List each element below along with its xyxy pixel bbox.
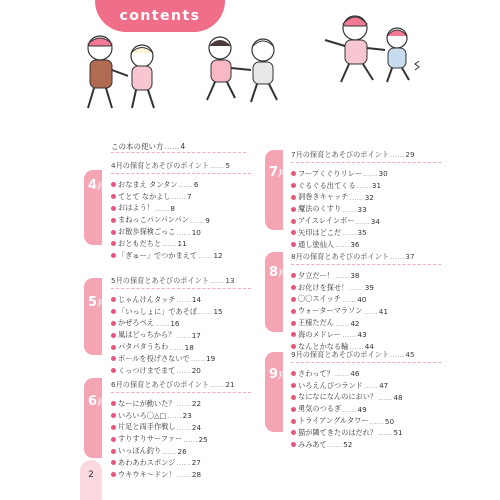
toc-entry[interactable]: かぜろペえ …… 16 [111, 318, 251, 330]
section-title[interactable]: 9月の保育とあそびのポイント……45 [291, 350, 415, 359]
section-divider [291, 162, 441, 165]
toc-entry-page: 23 [182, 411, 192, 421]
toc-entry[interactable]: てとて なかよし …… 7 [111, 191, 251, 203]
toc-entry-label: おなまえ タンタン [118, 179, 178, 189]
toc-entry-label: かぜろペえ [118, 318, 154, 328]
bullet-icon [111, 321, 116, 326]
toc-entry-label: 〇〇スイッチ [298, 294, 341, 304]
toc-entry[interactable]: パタパタうちわ …… 18 [111, 341, 251, 353]
bullet-icon [111, 401, 116, 406]
toc-entry-label: すりすりサーファー [118, 434, 183, 444]
bullet-icon [111, 241, 116, 246]
toc-entry[interactable]: 洞巻きキャッチ …… 32 [291, 192, 441, 204]
toc-entry[interactable]: 片足と両手作戦し …… 24 [111, 422, 251, 434]
children-illustration-left [70, 30, 180, 115]
toc-entry-label: 猫が隣てきたのはだれ？ [298, 427, 378, 437]
month-tab-5 [84, 278, 102, 355]
toc-entry-page: 8 [170, 203, 175, 213]
toc-entry-page: 39 [364, 283, 374, 293]
toc-entry-page: 12 [213, 251, 223, 261]
month-tab-9 [265, 352, 283, 432]
toc-entry-page: 51 [393, 428, 403, 438]
toc-entry-page: 19 [206, 354, 216, 364]
section-june [111, 380, 251, 481]
month-label-8: 8月 [269, 265, 287, 280]
toc-entry[interactable]: さわって？ …… 46 [291, 368, 441, 380]
toc-entry[interactable]: 海のメドレー …… 43 [291, 329, 441, 341]
month-label-6: 6月 [88, 394, 106, 409]
toc-entry-label: いろいろ〇△□ [118, 410, 167, 420]
toc-entry[interactable]: 勇気のつるぎ …… 49 [291, 403, 441, 415]
bullet-icon [111, 333, 116, 338]
toc-entry-page: 26 [177, 446, 187, 456]
toc-entry-page: 34 [370, 216, 380, 226]
month-tab-8 [265, 252, 283, 332]
toc-entry-page: 27 [191, 458, 201, 468]
toc-entry[interactable]: 夕立だー！ …… 38 [291, 270, 441, 282]
bullet-icon [111, 368, 116, 373]
toc-entry[interactable]: あわあわスポンジ …… 27 [111, 457, 251, 469]
toc-entry-page: 49 [357, 404, 367, 414]
section-title-label: 5月の保育とあそびのポイント [111, 276, 210, 285]
intro-divider [111, 152, 246, 153]
bullet-icon [291, 183, 296, 188]
section-title-page: 13 [225, 276, 235, 285]
toc-entry-label: 風はどっちから？ [118, 330, 176, 340]
bullet-icon [111, 425, 116, 430]
toc-entry[interactable]: いっぽん釣り …… 26 [111, 445, 251, 457]
toc-entry[interactable]: おなまえ タンタン …… 6 [111, 179, 251, 191]
toc-entry-label: ウォーターマラソン [298, 306, 363, 316]
section-title-page: 37 [405, 252, 415, 261]
toc-entry[interactable]: なーにが動いた？ …… 22 [111, 398, 251, 410]
toc-entry-label: 「ぎゅー」でつかまえて [118, 250, 198, 260]
toc-entry-page: 14 [191, 295, 202, 305]
bullet-icon [291, 395, 296, 400]
section-april [111, 161, 251, 262]
toc-entry-label: 海のメドレー [298, 329, 342, 339]
toc-entry-label: フープくぐりリレー [298, 168, 363, 178]
toc-entry-page: 9 [205, 215, 210, 225]
bullet-icon [291, 383, 296, 388]
bullet-icon [291, 207, 296, 212]
toc-entry-label: 通し塗仙人 [298, 239, 334, 249]
toc-entry-label: ぐるぐる出てくる [298, 180, 356, 190]
bullet-icon [111, 309, 116, 314]
toc-entry-label: いっぽん釣り [118, 446, 162, 456]
toc-entry-page: 11 [177, 239, 187, 249]
children-illustration-right [315, 10, 430, 85]
bullet-icon [291, 297, 296, 302]
toc-entry-label: アイスレインボー [298, 216, 355, 226]
toc-entry[interactable]: ボールを投げさないで …… 19 [111, 353, 251, 365]
section-divider [291, 362, 441, 365]
toc-entry-label: 洞巻きキャッチ [298, 192, 349, 202]
bullet-icon [291, 171, 296, 176]
toc-entry-page: 20 [191, 366, 201, 376]
section-divider [291, 264, 441, 267]
section-title-label: 6月の保育とあそびのポイント [111, 380, 210, 389]
toc-entry[interactable]: フープくぐりリレー …… 30 [291, 168, 441, 180]
toc-entry-label: 矢印はどこだ [298, 227, 342, 237]
section-title[interactable]: 4月の保育とあそびのポイント……5 [111, 161, 230, 170]
section-title-page: 29 [405, 150, 415, 159]
section-july [291, 150, 441, 251]
toc-entry-page: 18 [184, 342, 194, 352]
section-title-label: 8月の保育とあそびのポイント [291, 252, 390, 261]
toc-entry[interactable]: まねっこパンパンパン …… 9 [111, 214, 251, 226]
toc-entry[interactable]: おともだちと …… 11 [111, 238, 251, 250]
toc-entry-page: 25 [198, 434, 208, 444]
bullet-icon [291, 332, 296, 337]
toc-entry[interactable]: アイスレインボー …… 34 [291, 215, 441, 227]
toc-entry-page: 50 [384, 416, 395, 426]
toc-entry[interactable]: お散歩探検ごっこ …… 10 [111, 226, 251, 238]
toc-entry-label: トライアングルタワー [298, 416, 369, 426]
toc-entry-label: さわって？ [298, 368, 334, 378]
bullet-icon [111, 437, 116, 442]
toc-entry-page: 43 [357, 330, 367, 340]
toc-entry[interactable]: 「ぎゅー」でつかまえて …… 12 [111, 250, 251, 262]
toc-entry-label: なになになんのにおい？ [298, 392, 378, 402]
bullet-icon [111, 297, 116, 302]
toc-entry-label: おはよう！ [118, 203, 154, 213]
section-title[interactable]: 8月の保育とあそびのポイント……37 [291, 252, 415, 261]
page-number: 2 [80, 460, 102, 500]
toc-entry-page: 52 [343, 440, 353, 450]
toc-entry-label: ボールを投げさないで [118, 353, 190, 363]
bullet-icon [291, 219, 296, 224]
toc-entry-page: 6 [193, 180, 199, 190]
toc-entry-page: 40 [357, 294, 367, 304]
toc-entry-page: 24 [191, 422, 202, 432]
toc-entry[interactable]: くっつけまでまて …… 20 [111, 365, 251, 377]
section-title-label: 7月の保育とあそびのポイント [291, 150, 390, 159]
bullet-icon [291, 195, 296, 200]
toc-entry[interactable]: じゃんけんタッチ …… 14 [111, 294, 251, 306]
toc-entry[interactable]: 王様ただん …… 42 [291, 317, 441, 329]
contents-title: contents [119, 8, 201, 24]
children-illustration-center [195, 30, 295, 105]
toc-entry-label: おともだちと [118, 238, 162, 248]
section-title[interactable]: 6月の保育とあそびのポイント……21 [111, 380, 235, 389]
section-divider [111, 288, 251, 291]
intro-line[interactable]: この本の使い方……4 [111, 142, 186, 151]
toc-entry[interactable]: 「いっしょに」であそぼ …… 15 [111, 306, 251, 318]
bullet-icon [291, 419, 296, 424]
toc-entry-page: 10 [191, 227, 201, 237]
toc-entry[interactable]: お化けを探せ！ …… 39 [291, 282, 441, 294]
bullet-icon [111, 472, 116, 477]
toc-entry-page: 31 [371, 181, 382, 191]
toc-entry-page: 28 [191, 470, 202, 480]
toc-entry-label: ウキウキ～ドン！ [118, 469, 176, 479]
bullet-icon [291, 242, 296, 247]
toc-entry-label: みみあて [298, 439, 327, 449]
toc-entry-page: 46 [350, 369, 360, 379]
toc-entry[interactable]: 〇〇スイッチ …… 40 [291, 294, 441, 306]
month-label-7: 7月 [269, 165, 287, 180]
toc-entry-label: いろえんぴつランド [298, 380, 363, 390]
toc-entry[interactable]: ぐるぐる出てくる …… 31 [291, 180, 441, 192]
toc-entry[interactable]: ウォーターマラソン …… 41 [291, 305, 441, 317]
bullet-icon [111, 230, 116, 235]
toc-entry-label: てとて なかよし [118, 191, 171, 201]
toc-entry[interactable]: すりすりサーファー …… 25 [111, 433, 251, 445]
toc-entry[interactable]: 魔法のくすり …… 33 [291, 203, 441, 215]
section-title-label: 4月の保育とあそびのポイント [111, 161, 210, 170]
bullet-icon [111, 253, 116, 258]
section-title[interactable]: 7月の保育とあそびのポイント……29 [291, 150, 415, 159]
bullet-icon [291, 371, 296, 376]
section-august [291, 252, 441, 353]
toc-entry-page: 7 [186, 192, 192, 202]
toc-entry-page: 15 [213, 307, 223, 317]
toc-entry-page: 17 [191, 330, 201, 340]
toc-entry-label: パタパタうちわ [118, 342, 169, 352]
toc-entry[interactable]: ウキウキ～ドン！ …… 28 [111, 469, 251, 481]
toc-entry[interactable]: トライアングルタワー …… 50 [291, 415, 441, 427]
toc-entry-label: 勇気のつるぎ [298, 404, 342, 414]
bullet-icon [111, 206, 116, 211]
section-title-label: 9月の保育とあそびのポイント [291, 350, 390, 359]
toc-entry[interactable]: みみあて …… 52 [291, 439, 441, 451]
bullet-icon [111, 182, 116, 187]
section-may [111, 276, 251, 377]
toc-entry-label: くっつけまでまて [118, 365, 176, 375]
bullet-icon [111, 413, 116, 418]
bullet-icon [291, 430, 296, 435]
month-label-5: 5月 [88, 295, 106, 310]
toc-entry-label: お化けを探せ！ [298, 282, 349, 292]
toc-entry-page: 47 [379, 381, 389, 391]
toc-entry-page: 22 [191, 399, 202, 409]
toc-entry-page: 42 [350, 318, 360, 328]
toc-entry[interactable]: いろいろ〇△□ …… 23 [111, 410, 251, 422]
toc-entry-page: 30 [378, 169, 388, 179]
bullet-icon [111, 449, 116, 454]
toc-entry-page: 32 [364, 192, 374, 202]
toc-entry-label: なーにが動いた？ [118, 398, 176, 408]
bullet-icon [291, 285, 296, 290]
bullet-icon [291, 442, 296, 447]
section-title-page: 5 [225, 161, 230, 170]
bullet-icon [291, 321, 296, 326]
bullet-icon [291, 273, 296, 278]
section-divider [111, 173, 251, 176]
intro-label: この本の使い方 [111, 142, 164, 151]
bullet-icon [111, 218, 116, 223]
toc-entry-page: 44 [364, 342, 374, 352]
bullet-icon [111, 356, 116, 361]
bullet-icon [111, 460, 116, 465]
section-title-page: 21 [225, 380, 235, 389]
toc-entry-label: 「いっしょに」であそぼ [118, 306, 198, 316]
bullet-icon [291, 407, 296, 412]
toc-entry-label: 魔法のくすり [298, 204, 342, 214]
toc-entry[interactable]: なになになんのにおい？ …… 48 [291, 392, 441, 404]
section-divider [111, 392, 251, 395]
toc-entry[interactable]: いろえんぴつランド …… 47 [291, 380, 441, 392]
toc-entry-label: 片足と両手作戦し [118, 422, 176, 432]
month-tab-7 [265, 150, 283, 230]
toc-entry-label: じゃんけんタッチ [118, 294, 176, 304]
bullet-icon [291, 344, 296, 349]
toc-entry[interactable]: 猫が隣てきたのはだれ？ …… 51 [291, 427, 441, 439]
month-tab-6 [84, 378, 102, 458]
bullet-icon [291, 230, 296, 235]
section-title[interactable]: 5月の保育とあそびのポイント……13 [111, 276, 235, 285]
toc-entry-page: 48 [393, 392, 403, 402]
contents-header [95, 0, 225, 32]
toc-entry-label: 王様ただん [298, 318, 334, 328]
section-september [291, 350, 441, 451]
toc-entry-label: 夕立だー！ [298, 270, 334, 280]
intro-page: 4 [180, 142, 186, 151]
month-label-4: 4月 [88, 178, 106, 193]
toc-entry[interactable]: 風はどっちから？ …… 17 [111, 329, 251, 341]
toc-entry-label: あわあわスポンジ [118, 457, 176, 467]
bullet-icon [111, 194, 116, 199]
toc-entry-page: 41 [378, 306, 388, 316]
month-label-9: 9月 [269, 367, 287, 382]
toc-entry-label: お散歩探検ごっこ [118, 227, 176, 237]
toc-entry-page: 16 [170, 318, 180, 328]
toc-entry-page: 35 [357, 228, 367, 238]
toc-entry-page: 36 [350, 240, 360, 250]
section-title-page: 45 [405, 350, 415, 359]
toc-entry-page: 33 [357, 204, 367, 214]
toc-entry[interactable]: なんとかなる輪 …… 44 [291, 341, 441, 353]
toc-entry[interactable]: 矢印はどこだ …… 35 [291, 227, 441, 239]
bullet-icon [111, 345, 116, 350]
bullet-icon [291, 309, 296, 314]
toc-entry[interactable]: 通し塗仙人 …… 36 [291, 239, 441, 251]
toc-entry[interactable]: おはよう！ …… 8 [111, 203, 251, 215]
toc-entry-page: 38 [350, 271, 360, 281]
toc-entry-label: まねっこパンパンパン [118, 215, 189, 225]
toc-entry-label: なんとかなる輪 [298, 341, 349, 351]
